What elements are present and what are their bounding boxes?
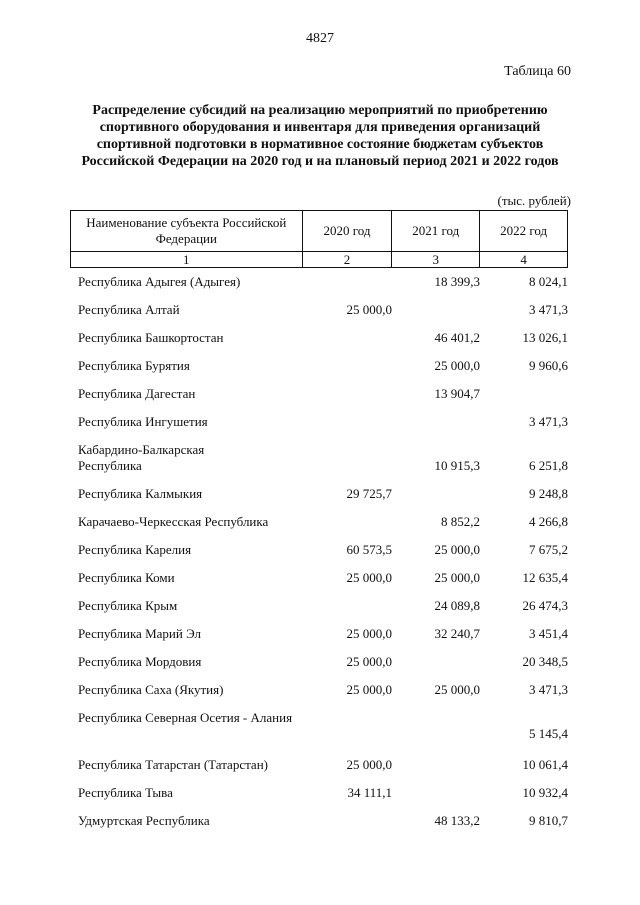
subject-name: Республика Алтай xyxy=(78,302,180,317)
column-number: 3 xyxy=(392,252,480,268)
subject-name: Республика Адыгея (Адыгея) xyxy=(78,274,241,289)
value-2020: 25 000,0 xyxy=(346,302,392,317)
value-2020: 29 725,7 xyxy=(346,486,392,501)
value-2022: 3 451,4 xyxy=(529,626,568,641)
value-2022: 4 266,8 xyxy=(529,514,568,529)
header-2022: 2022 год xyxy=(480,211,568,252)
value-2022: 13 026,1 xyxy=(522,330,568,345)
value-2022: 3 471,3 xyxy=(529,414,568,429)
value-2022: 9 810,7 xyxy=(529,813,568,828)
subject-name: Республика Башкортостан xyxy=(78,330,224,345)
column-number: 4 xyxy=(480,252,568,268)
subject-name: Республика Саха (Якутия) xyxy=(78,682,224,697)
value-2022: 7 675,2 xyxy=(529,542,568,557)
header-2020: 2020 год xyxy=(302,211,392,252)
value-2022: 9 248,8 xyxy=(529,486,568,501)
subject-name: Республика Мордовия xyxy=(78,654,202,669)
value-2022: 26 474,3 xyxy=(522,598,568,613)
value-2022: 20 348,5 xyxy=(522,654,568,669)
value-2022: 3 471,3 xyxy=(529,682,568,697)
subject-name: Республика Татарстан (Татарстан) xyxy=(78,757,268,772)
units-label: (тыс. рублей) xyxy=(497,193,571,208)
subject-name: Республика Калмыкия xyxy=(78,486,203,501)
value-2021: 25 000,0 xyxy=(434,358,480,373)
subject-name: Республика Северная Осетия - Алания xyxy=(78,710,293,725)
subject-name: Республика Ингушетия xyxy=(78,414,208,429)
subject-name: Республика Марий Эл xyxy=(78,626,201,641)
subject-name: Республика Крым xyxy=(78,598,178,613)
value-2020: 25 000,0 xyxy=(346,626,392,641)
value-2020: 25 000,0 xyxy=(346,570,392,585)
value-2022: 10 061,4 xyxy=(522,757,568,772)
value-2022: 12 635,4 xyxy=(522,570,568,585)
subject-name: Республика Дагестан xyxy=(78,386,196,401)
subject-name: Кабардино-Балкарская Республика xyxy=(78,442,205,473)
value-2022: 10 932,4 xyxy=(522,785,568,800)
column-number: 1 xyxy=(71,252,303,268)
subject-name: Республика Бурятия xyxy=(78,358,190,373)
value-2021: 25 000,0 xyxy=(434,542,480,557)
header-row xyxy=(71,211,568,252)
value-2022: 8 024,1 xyxy=(529,274,568,289)
value-2021: 46 401,2 xyxy=(434,330,480,345)
value-2021: 18 399,3 xyxy=(434,274,480,289)
value-2021: 25 000,0 xyxy=(434,682,480,697)
value-2022: 3 471,3 xyxy=(529,302,568,317)
subject-name: Республика Тыва xyxy=(78,785,173,800)
value-2020: 34 111,1 xyxy=(347,785,392,800)
value-2021: 13 904,7 xyxy=(434,386,480,401)
subject-name: Карачаево-Черкесская Республика xyxy=(78,514,269,529)
value-2021: 32 240,7 xyxy=(434,626,480,641)
header-subject: Наименование субъекта Российской Федерации xyxy=(71,211,303,252)
value-2021: 10 915,3 xyxy=(434,458,480,473)
value-2021: 25 000,0 xyxy=(434,570,480,585)
table-header xyxy=(70,210,568,268)
value-2020: 25 000,0 xyxy=(346,654,392,669)
document-title: Распределение субсидий на реализацию мероприятий по приобретению спортивного оборудования и инвентаря для приведения организаций спортивной подготовки в нормативное состояние бюджетам субъектов Российской Федерации на 2020 год и на плановый период 2021 и 2022 годов xyxy=(81,103,559,169)
column-number-row xyxy=(71,252,568,268)
value-2020: 25 000,0 xyxy=(346,757,392,772)
value-2022: 6 251,8 xyxy=(529,458,568,473)
value-2022: 5 145,4 xyxy=(529,726,568,741)
value-2022: 9 960,6 xyxy=(529,358,568,373)
header-2021: 2021 год xyxy=(392,211,480,252)
value-2021: 24 089,8 xyxy=(434,598,480,613)
value-2021: 48 133,2 xyxy=(434,813,480,828)
value-2021: 8 852,2 xyxy=(441,514,480,529)
page-number: 4827 xyxy=(306,31,334,46)
table-label: Таблица 60 xyxy=(504,64,571,79)
subject-name: Республика Коми xyxy=(78,570,175,585)
column-number: 2 xyxy=(302,252,392,268)
subject-name: Республика Карелия xyxy=(78,542,192,557)
value-2020: 25 000,0 xyxy=(346,682,392,697)
value-2020: 60 573,5 xyxy=(346,542,392,557)
subject-name: Удмуртская Республика xyxy=(78,813,210,828)
